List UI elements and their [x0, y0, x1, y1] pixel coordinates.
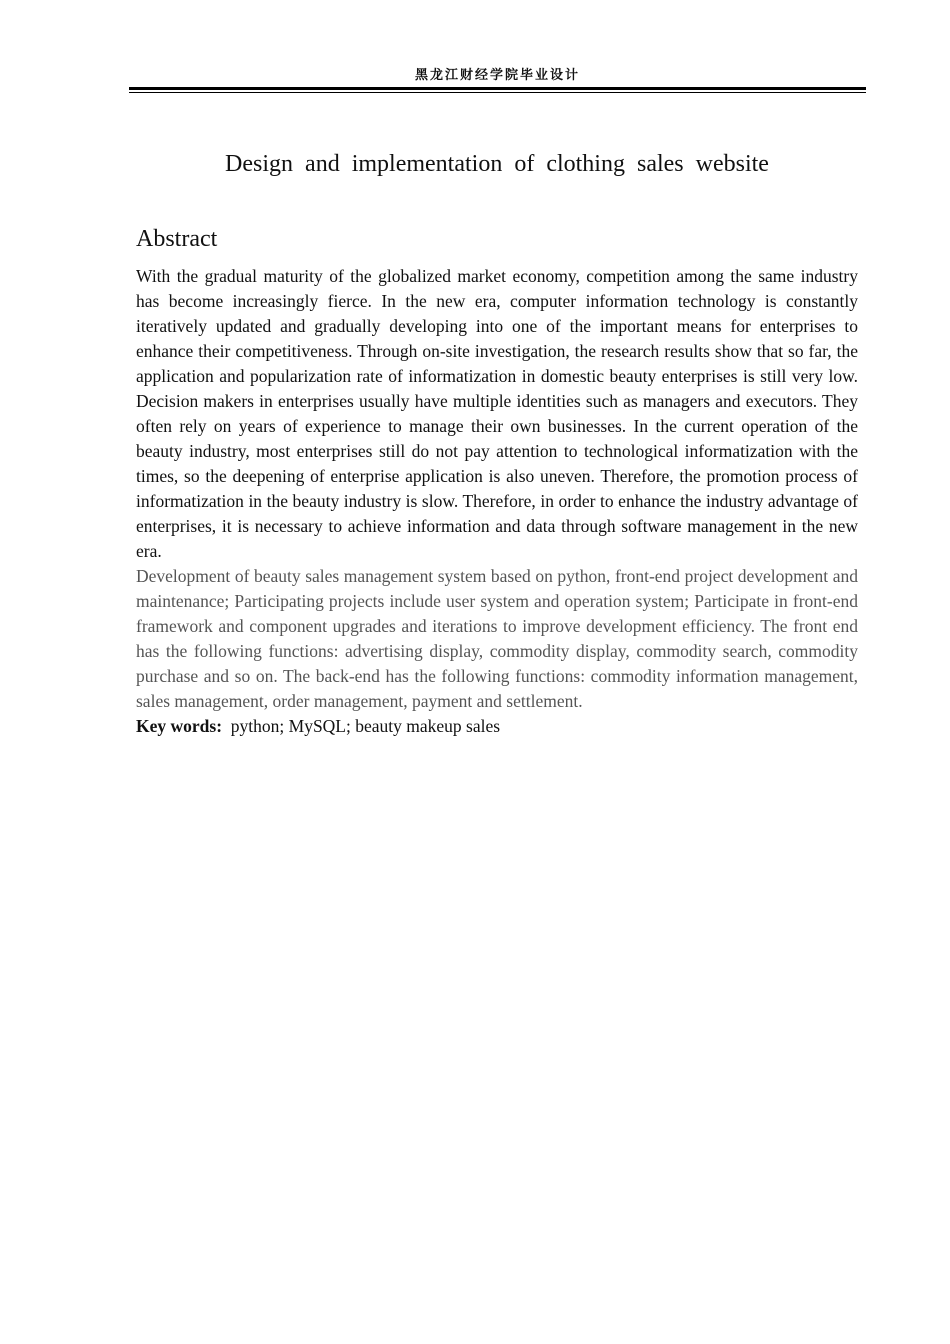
document-title: Design and implementation of clothing sales website	[225, 151, 769, 177]
keywords-label: Key words:	[136, 716, 223, 736]
abstract-paragraph-1: With the gradual maturity of the globalized market economy, competition among the same industry has become increasingly fierce. In the new era, computer information technology is constantly iteratively updated and gradually developing into one of the important means for enterprises to enhance their competitiveness. Through on-site investigation, the research results show that so far, the application and popularization rate of informatization in domestic beauty enterprises is still very low. Decision makers in enterprises usually have multiple identities such as managers and executors. They often rely on years of experience to manage their own businesses. In the current operation of the beauty industry, most enterprises still do not pay attention to technological informatization with the times, so the deepening of enterprise application is also uneven. Therefore, the promotion process of informatization in the beauty industry is slow. Therefore, in order to enhance the industry advantage of enterprises, it is necessary to achieve information and data through software management in the new era.	[136, 266, 858, 561]
page-header: 黑龙江财经学院毕业设计	[414, 68, 580, 83]
keywords-value: python; MySQL; beauty makeup sales	[230, 716, 501, 736]
abstract-body	[136, 264, 858, 739]
abstract-paragraph-2: Development of beauty sales management system based on python, front-end project development and maintenance; Participating projects include user system and operation system; Participate in front-end framework and component upgrades and iterations to improve development efficiency. The front end has the following functions: advertising display, commodity display, commodity search, commodity purchase and so on. The back-end has the following functions: commodity information management, sales management, order management, payment and settlement.	[136, 566, 858, 711]
header-rule-thin	[129, 92, 866, 93]
keywords-line	[136, 714, 858, 739]
abstract-heading: Abstract	[136, 226, 218, 252]
header-rule-thick	[129, 87, 866, 90]
